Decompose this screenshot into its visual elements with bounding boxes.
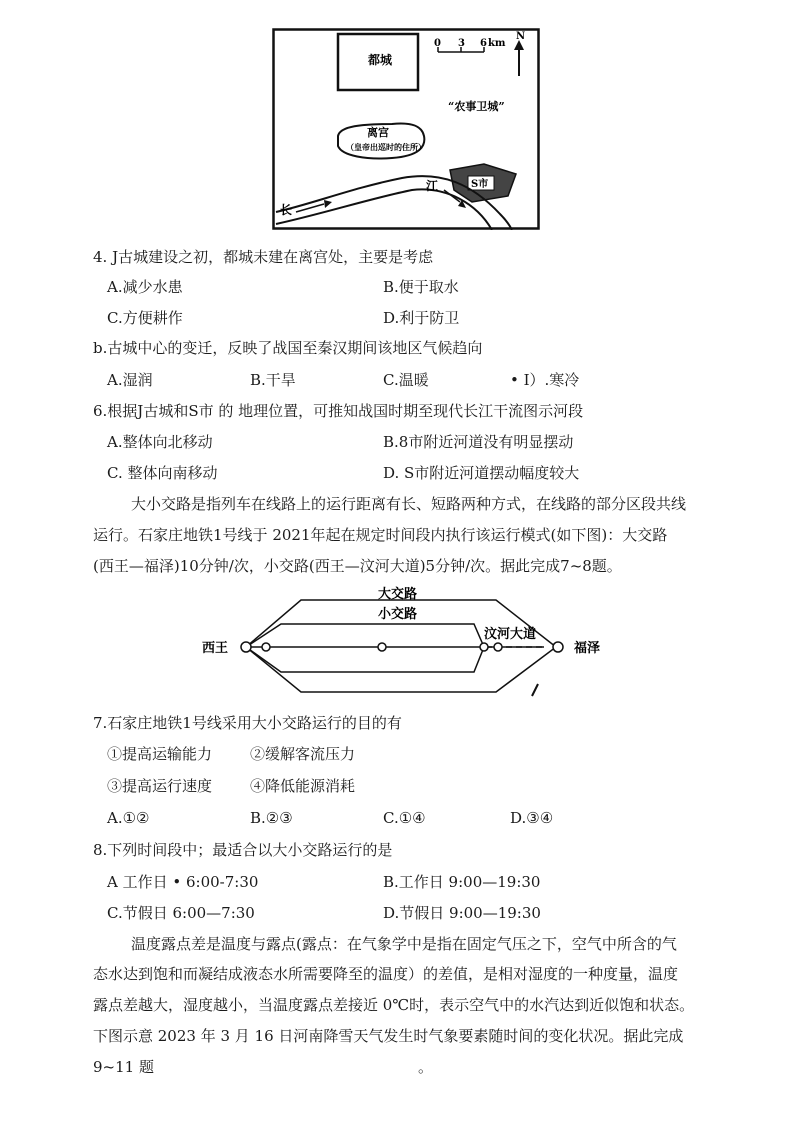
scale-end: 6 xyxy=(480,38,487,49)
q6-option-d: D. S市附近河道摆动幅度较大 xyxy=(383,464,580,482)
small-route-loop xyxy=(246,624,484,672)
intro-9-11-line-4: 下图示意 2023 年 3 月 16 日河南降雪天气发生时气象要素随时间的变化状况。据此完成 xyxy=(93,1027,684,1045)
intro-7-8-line-3: (西王—福泽)10分钟/次，小交路(西王—汶河大道)5分钟/次。据此完成7~8题。 xyxy=(93,557,622,575)
capital-label: 都城 xyxy=(368,53,393,67)
big-route-label: 大交路 xyxy=(378,587,418,602)
q7-option-a: A.①② xyxy=(107,809,150,827)
q8-option-d: D.节假日 9:00—19:30 xyxy=(383,904,541,922)
wenhe-label: 汶河大道 xyxy=(484,627,537,642)
q7-item-4: ④降低能源消耗 xyxy=(250,777,356,795)
station-2 xyxy=(262,643,270,651)
q6-stem: 6.根据J古城和S市 的 地理位置，可推知战国时期至现代长江干流图示河段 xyxy=(93,402,584,420)
q4-option-b: B.便于取水 xyxy=(383,278,459,296)
intro-7-8-line-1: 大小交路是指列车在线路上的运行距离有长、短路两种方式，在线路的部分区段共线 xyxy=(131,495,687,513)
q7-option-d: D.③④ xyxy=(510,809,554,827)
intro-9-11-line-1: 温度露点差是温度与露点(露点：在气象学中是指在固定气压之下，空气中所含的气 xyxy=(131,935,677,953)
q5-stem: b.古城中心的变迁，反映了战国至秦汉期间该地区气候趋向 xyxy=(93,339,483,357)
q4-option-c: C.方便耕作 xyxy=(107,309,183,327)
river-label-left: 长 xyxy=(280,203,293,217)
intro-9-11-line-5: 9~11 题 xyxy=(93,1058,154,1076)
intro-9-11-line-3: 露点差越大，湿度越小，当温度露点差接近 0℃时，表示空气中的水汽达到近似饱和状态。 xyxy=(93,996,695,1014)
q5-option-b: B.干旱 xyxy=(250,371,296,389)
q8-option-c: C.节假日 6:00—7:30 xyxy=(107,904,255,922)
q8-stem: 8.下列时间段中；最适合以大小交路运行的是 xyxy=(93,841,393,859)
scale-zero: 0 xyxy=(434,38,441,49)
scan-mark xyxy=(532,684,538,696)
q7-stem: 7.石家庄地铁1号线采用大小交路运行的目的有 xyxy=(93,714,402,732)
q5-option-c: C.温暖 xyxy=(383,371,429,389)
q8-option-b: B.工作日 9:00—19:30 xyxy=(383,873,541,891)
north-label: N xyxy=(516,31,526,42)
river-map-figure xyxy=(272,28,540,230)
fuze-label: 福泽 xyxy=(574,641,601,656)
river-label-right: 江 xyxy=(426,179,439,193)
metro-route-diagram xyxy=(196,584,616,699)
q6-option-b: B.8市附近河道没有明显摆动 xyxy=(383,433,574,451)
city-s-label: S市 xyxy=(471,179,489,190)
q6-option-c: C. 整体向南移动 xyxy=(107,464,218,482)
q7-option-b: B.②③ xyxy=(250,809,293,827)
q4-option-d: D.利于防卫 xyxy=(383,309,460,327)
q4-stem: 4. J古城建设之初，都城未建在离宫处，主要是考虑 xyxy=(93,248,434,266)
scale-mid: 3 xyxy=(458,38,465,49)
q7-option-c: C.①④ xyxy=(383,809,426,827)
station-5 xyxy=(494,643,502,651)
fort-label: “农事卫城” xyxy=(448,100,505,113)
station-3 xyxy=(378,643,386,651)
small-route-label: 小交路 xyxy=(378,607,418,622)
q6-option-a: A.整体向北移动 xyxy=(107,433,213,451)
station-fuze xyxy=(553,642,563,652)
palace-title: 离宫 xyxy=(367,126,389,139)
q5-option-a: A.湿润 xyxy=(107,371,153,389)
q7-item-1: ①提高运输能力 xyxy=(107,745,213,763)
intro-7-8-line-2: 运行。石家庄地铁1号线于 2021年起在规定时间段内执行该运行模式(如下图)：大交路 xyxy=(93,526,668,544)
q8-option-a: A 工作日 • 6:00-7:30 xyxy=(107,873,259,891)
q7-item-3: ③提高运行速度 xyxy=(107,777,213,795)
station-wenhe xyxy=(480,643,488,651)
end-mark: 。 xyxy=(418,1058,434,1076)
q4-option-a: A.减少水患 xyxy=(107,278,183,296)
palace-subtitle: （皇帝出巡时的住所） xyxy=(346,142,426,152)
intro-9-11-line-2: 态水达到饱和而凝结成液态水所需要降至的温度）的差值，是相对湿度的一种度量，温度 xyxy=(93,965,679,983)
q5-option-d: • I）.寒冷 xyxy=(510,371,580,389)
station-xiwang xyxy=(241,642,251,652)
scale-unit: km xyxy=(488,38,506,49)
q7-item-2: ②缓解客流压力 xyxy=(250,745,356,763)
xiwang-label: 西王 xyxy=(202,641,229,656)
